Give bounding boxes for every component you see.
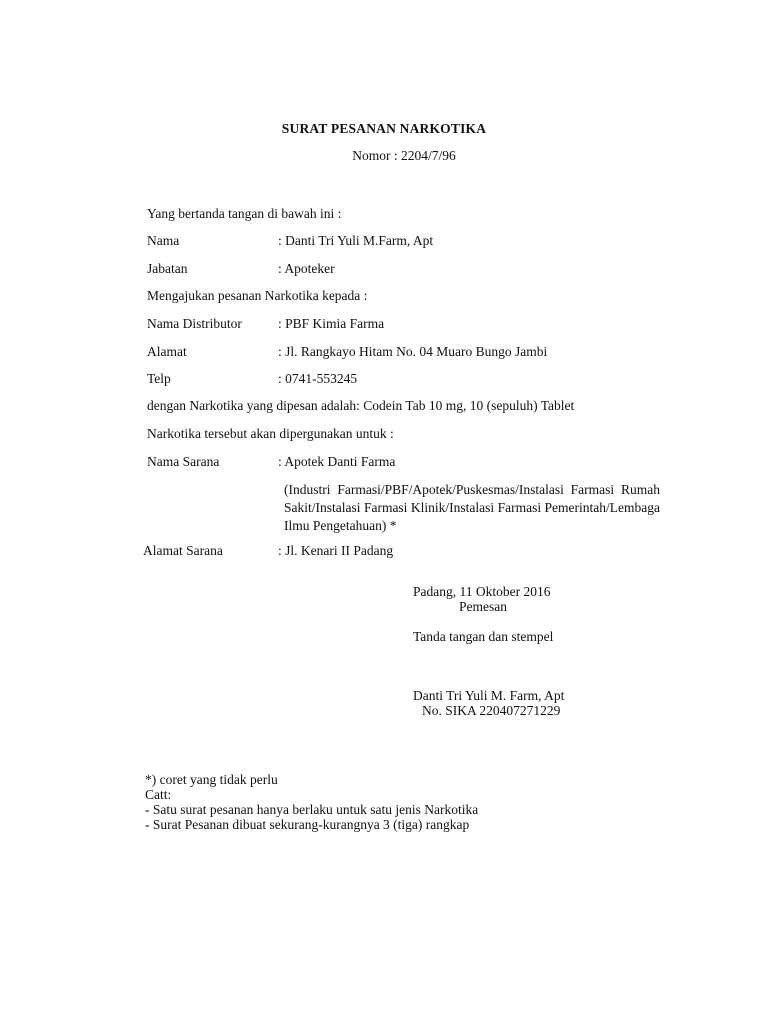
- jabatan-value: : Apoteker: [278, 261, 335, 276]
- dipergunakan-text: Narkotika tersebut akan dipergunakan untuk :: [147, 426, 394, 441]
- document-title: SURAT PESANAN NARKOTIKA: [281, 121, 487, 136]
- distributor-label: Nama Distributor: [147, 316, 242, 331]
- signature-name: Danti Tri Yuli M. Farm, Apt: [413, 688, 565, 703]
- note-catt: Catt:: [145, 787, 172, 802]
- signature-role: Pemesan: [459, 599, 507, 614]
- alamat-sarana-label: Alamat Sarana: [143, 543, 223, 558]
- signature-instruction: Tanda tangan dan stempel: [413, 629, 554, 644]
- sarana-label: Nama Sarana: [147, 454, 220, 469]
- alamat-value: : Jl. Rangkayo Hitam No. 04 Muaro Bungo Jambi: [278, 344, 548, 359]
- telp-label: Telp: [147, 371, 171, 386]
- signature-place-date: Padang, 11 Oktober 2016: [413, 584, 551, 599]
- jabatan-label: Jabatan: [147, 261, 188, 276]
- sarana-value: : Apotek Danti Farma: [278, 454, 396, 469]
- nama-label: Nama: [147, 233, 180, 248]
- intro-text: Yang bertanda tangan di bawah ini :: [147, 206, 342, 221]
- note-item-1: - Satu surat pesanan hanya berlaku untuk satu jenis Narkotika: [145, 802, 479, 817]
- signature-sika: No. SIKA 220407271229: [422, 703, 561, 718]
- alamat-label: Alamat: [147, 344, 187, 359]
- sarana-keterangan: (Industri Farmasi/PBF/Apotek/Puskesmas/Instalasi Farmasi Rumah Sakit/Instalasi Farmasi Klinik/Instalasi Farmasi Pemerintah/Lembaga Ilmu Pengetahuan) *: [284, 482, 660, 533]
- telp-value: : 0741-553245: [278, 371, 358, 386]
- distributor-value: : PBF Kimia Farma: [278, 316, 385, 331]
- document-number: Nomor : 2204/7/96: [352, 148, 456, 163]
- nama-value: : Danti Tri Yuli M.Farm, Apt: [278, 233, 434, 248]
- mengajukan-text: Mengajukan pesanan Narkotika kepada :: [147, 288, 368, 303]
- note-coret: *) coret yang tidak perlu: [145, 772, 278, 787]
- note-item-2: - Surat Pesanan dibuat sekurang-kurangnya 3 (tiga) rangkap: [145, 817, 470, 832]
- dipesan-text: dengan Narkotika yang dipesan adalah: Codein Tab 10 mg, 10 (sepuluh) Tablet: [147, 398, 575, 413]
- alamat-sarana-value: : Jl. Kenari II Padang: [278, 543, 394, 558]
